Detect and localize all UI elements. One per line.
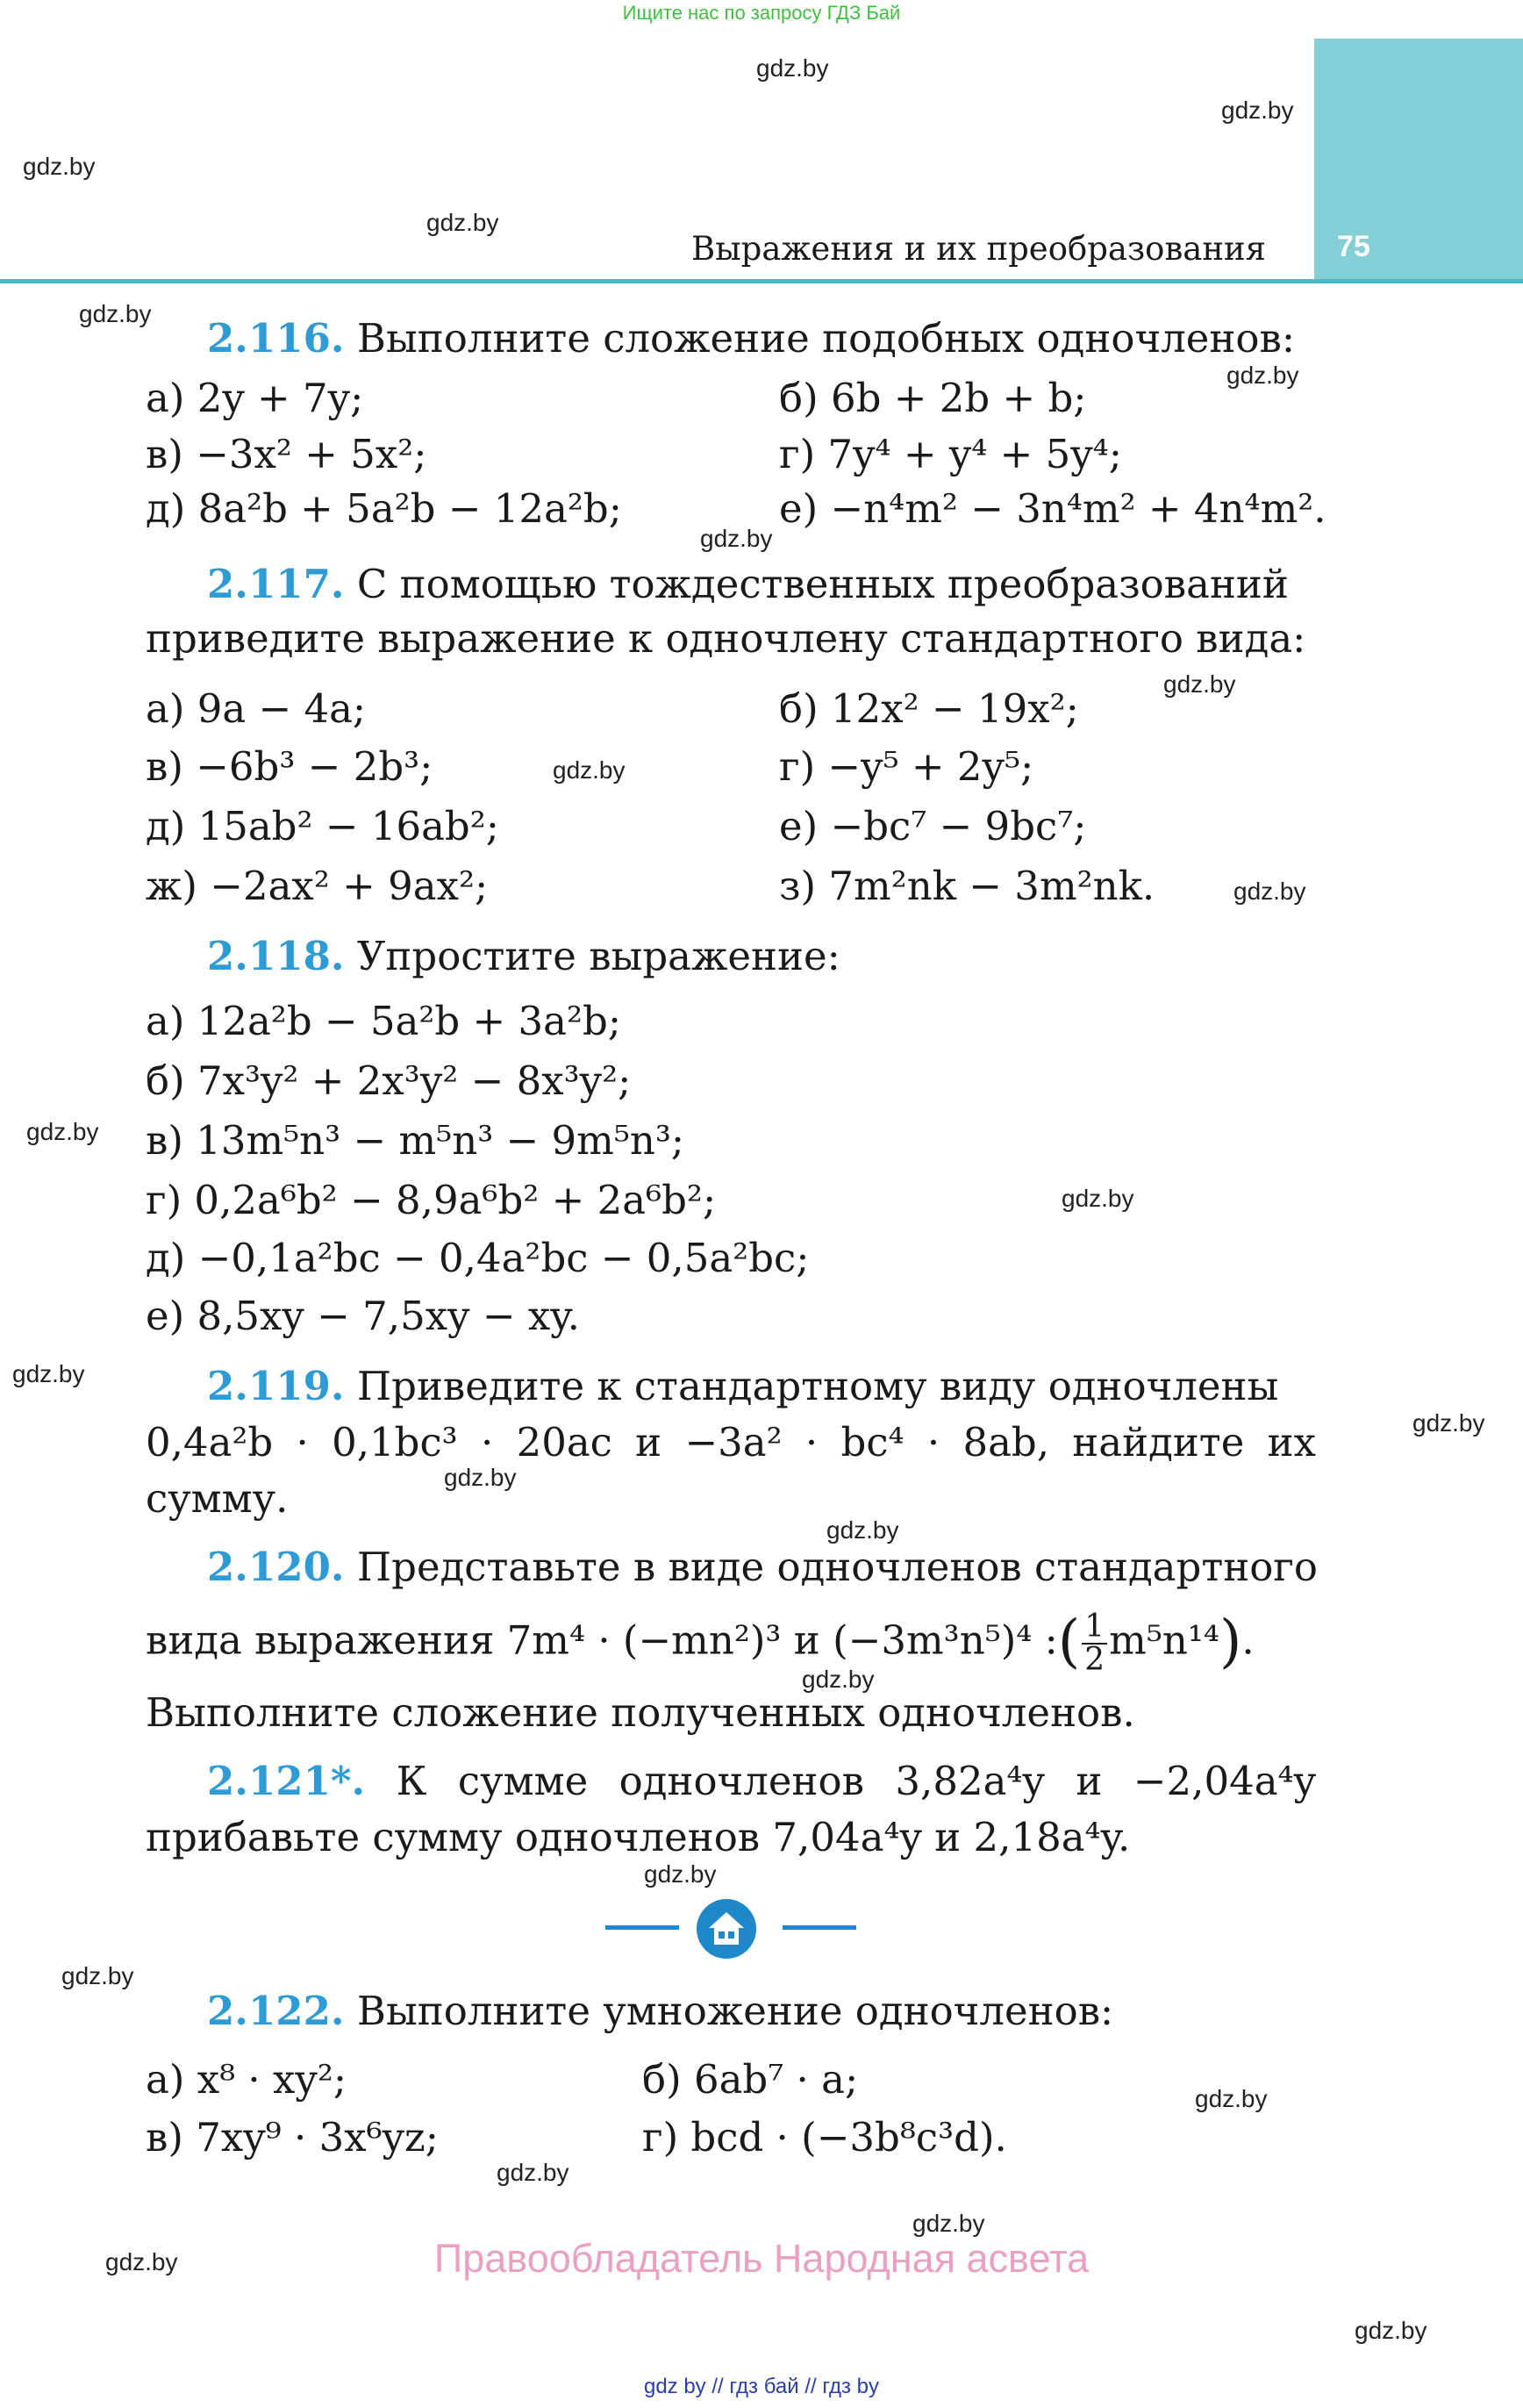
exercise-text: Выполните сложение полученных одночленов.	[146, 1689, 1135, 1736]
list-item: д) 8a²b + 5a²b − 12a²b;	[146, 485, 622, 532]
watermark: gdz.by	[444, 1464, 517, 1491]
exercise-text: С помощью тождественных преобразований	[356, 561, 1289, 607]
watermark: gdz.by	[105, 2248, 178, 2275]
exercise-119-heading	[207, 1360, 1278, 1413]
list-item: а) x⁸ · xy²;	[146, 2056, 347, 2103]
list-item: з) 7m²nk − 3m²nk.	[779, 863, 1155, 909]
watermark: gdz.by	[1195, 2085, 1268, 2112]
exercise-121-heading	[207, 1755, 1316, 1808]
list-item: в) 7xy⁹ · 3x⁶yz;	[146, 2114, 439, 2161]
list-item: б) 6b + 2b + b;	[779, 375, 1087, 421]
exercise-number: 2.122.	[207, 1988, 345, 2034]
list-item: г) 7y⁴ + y⁴ + 5y⁴;	[779, 431, 1122, 477]
list-item: ж) −2ax² + 9ax²;	[146, 863, 489, 909]
exercise-text: 0,4a²b · 0,1bc³ · 20ac и −3a² · bc⁴ · 8ab, найдите их	[146, 1419, 1316, 1466]
list-item: в) −6b³ − 2b³;	[146, 743, 433, 790]
house-icon	[697, 1899, 756, 1959]
exercise-120-expression-line: вида выражения 7m⁴ · (−mn²)³ и (−3m³n⁵)⁴ :( $\frac{1}{2}$ m⁵n¹⁴).	[146, 1608, 1255, 1678]
footer-links[interactable]: gdz by // гдз бай // гдз by	[643, 2375, 880, 2398]
exercise-120-heading	[207, 1541, 1318, 1594]
exercise-number: 2.118.	[207, 933, 345, 979]
watermark: gdz.by	[756, 54, 829, 82]
list-item: в) 13m⁵n³ − m⁵n³ − 9m⁵n³;	[146, 1117, 685, 1164]
exercise-number: 2.121*.	[207, 1758, 366, 1804]
exercise-number: 2.119.	[207, 1363, 345, 1409]
watermark: gdz.by	[1355, 2317, 1427, 2344]
exercise-text: Упростите выражение:	[356, 933, 840, 979]
watermark: gdz.by	[1163, 670, 1236, 698]
exercise-text: Выполните сложение подобных одночленов:	[356, 315, 1295, 362]
home-badge	[697, 1899, 756, 1959]
header-rule	[0, 279, 1523, 283]
exercise-116-heading	[207, 312, 1295, 365]
watermark: gdz.by	[497, 2159, 569, 2186]
expression: (−3m³n⁵)⁴ :	[833, 1616, 1058, 1664]
list-item: б) 12x² − 19x²;	[779, 685, 1079, 732]
watermark: gdz.by	[912, 2210, 985, 2237]
watermark: gdz.by	[700, 525, 773, 552]
fraction	[1082, 1611, 1107, 1676]
paren-open: (	[1057, 1608, 1081, 1675]
list-item: г) −y⁵ + 2y⁵;	[779, 743, 1034, 790]
conjunction: и	[793, 1616, 820, 1664]
list-item: е) −bc⁷ − 9bc⁷;	[779, 803, 1087, 849]
watermark: gdz.by	[826, 1516, 899, 1544]
watermark: gdz.by	[23, 153, 96, 180]
watermark: gdz.by	[426, 209, 499, 236]
page-number: 75	[1337, 230, 1370, 263]
exercise-text: Выполните умножение одночленов:	[356, 1988, 1114, 2034]
expression: m⁵n¹⁴	[1109, 1616, 1219, 1664]
expression: 7m⁴ · (−mn²)³	[506, 1616, 782, 1664]
list-item: а) 12a²b − 5a²b + 3a²b;	[146, 998, 622, 1044]
watermark: gdz.by	[79, 300, 152, 327]
watermark: gdz.by	[802, 1666, 875, 1693]
exercise-118-heading	[207, 930, 840, 983]
exercise-number: 2.120.	[207, 1544, 345, 1590]
watermark: gdz.by	[1062, 1185, 1134, 1212]
list-item: г) bcd · (−3b⁸c³d).	[642, 2114, 1007, 2161]
exercise-117-heading	[207, 558, 1289, 611]
exercise-number: 2.116.	[207, 315, 345, 362]
watermark: gdz.by	[644, 1860, 717, 1888]
divider-left	[605, 1925, 679, 1930]
watermark: gdz.by	[1221, 97, 1294, 124]
watermark: gdz.by	[61, 1962, 134, 1989]
exercise-122-heading	[207, 1985, 1113, 2038]
list-item: а) 2y + 7y;	[146, 375, 364, 421]
list-item: д) 15ab² − 16ab²;	[146, 803, 499, 849]
list-item: г) 0,2a⁶b² − 8,9a⁶b² + 2a⁶b²;	[146, 1177, 717, 1223]
paren-close: )	[1219, 1608, 1242, 1675]
exercise-text: Представьте в виде одночленов стандартного	[356, 1544, 1318, 1590]
watermark: gdz.by	[1226, 362, 1299, 389]
exercise-text: прибавьте сумму одночленов 7,04a⁴y и 2,18a⁴y.	[146, 1814, 1131, 1860]
list-item: в) −3x² + 5x²;	[146, 431, 427, 477]
top-banner: Ищите нас по запросу ГДЗ Бай	[622, 2, 901, 24]
watermark: gdz.by	[1412, 1409, 1485, 1437]
copyright-owner: Правообладатель Народная асвета	[433, 2236, 1090, 2281]
exercise-text: сумму.	[146, 1475, 289, 1522]
page-header-title: Выражения и их преобразования	[691, 230, 1266, 268]
exercise-text: К сумме одночленов 3,82a⁴y и −2,04a⁴y	[396, 1758, 1316, 1804]
list-item: а) 9a − 4a;	[146, 685, 367, 732]
divider-right	[783, 1925, 856, 1930]
list-item: б) 6ab⁷ · a;	[642, 2056, 859, 2103]
list-item: д) −0,1a²bc − 0,4a²bc − 0,5a²bc;	[146, 1235, 810, 1281]
exercise-text: приведите выражение к одночлену стандартного вида:	[146, 615, 1306, 662]
exercise-text: Приведите к стандартному виду одночлены	[356, 1363, 1279, 1409]
watermark: gdz.by	[26, 1118, 99, 1145]
watermark: gdz.by	[12, 1360, 85, 1387]
exercise-text: вида выражения	[146, 1616, 495, 1664]
watermark: gdz.by	[1233, 878, 1306, 905]
list-item: б) 7x³y² + 2x³y² − 8x³y²;	[146, 1057, 632, 1104]
list-item: е) 8,5xy − 7,5xy − xy.	[146, 1293, 580, 1339]
exercise-number: 2.117.	[207, 561, 345, 607]
fraction-denominator: 2	[1084, 1642, 1105, 1678]
list-item: е) −n⁴m² − 3n⁴m² + 4n⁴m².	[779, 485, 1326, 532]
watermark: gdz.by	[553, 756, 626, 784]
fraction-numerator: 1	[1082, 1611, 1107, 1645]
